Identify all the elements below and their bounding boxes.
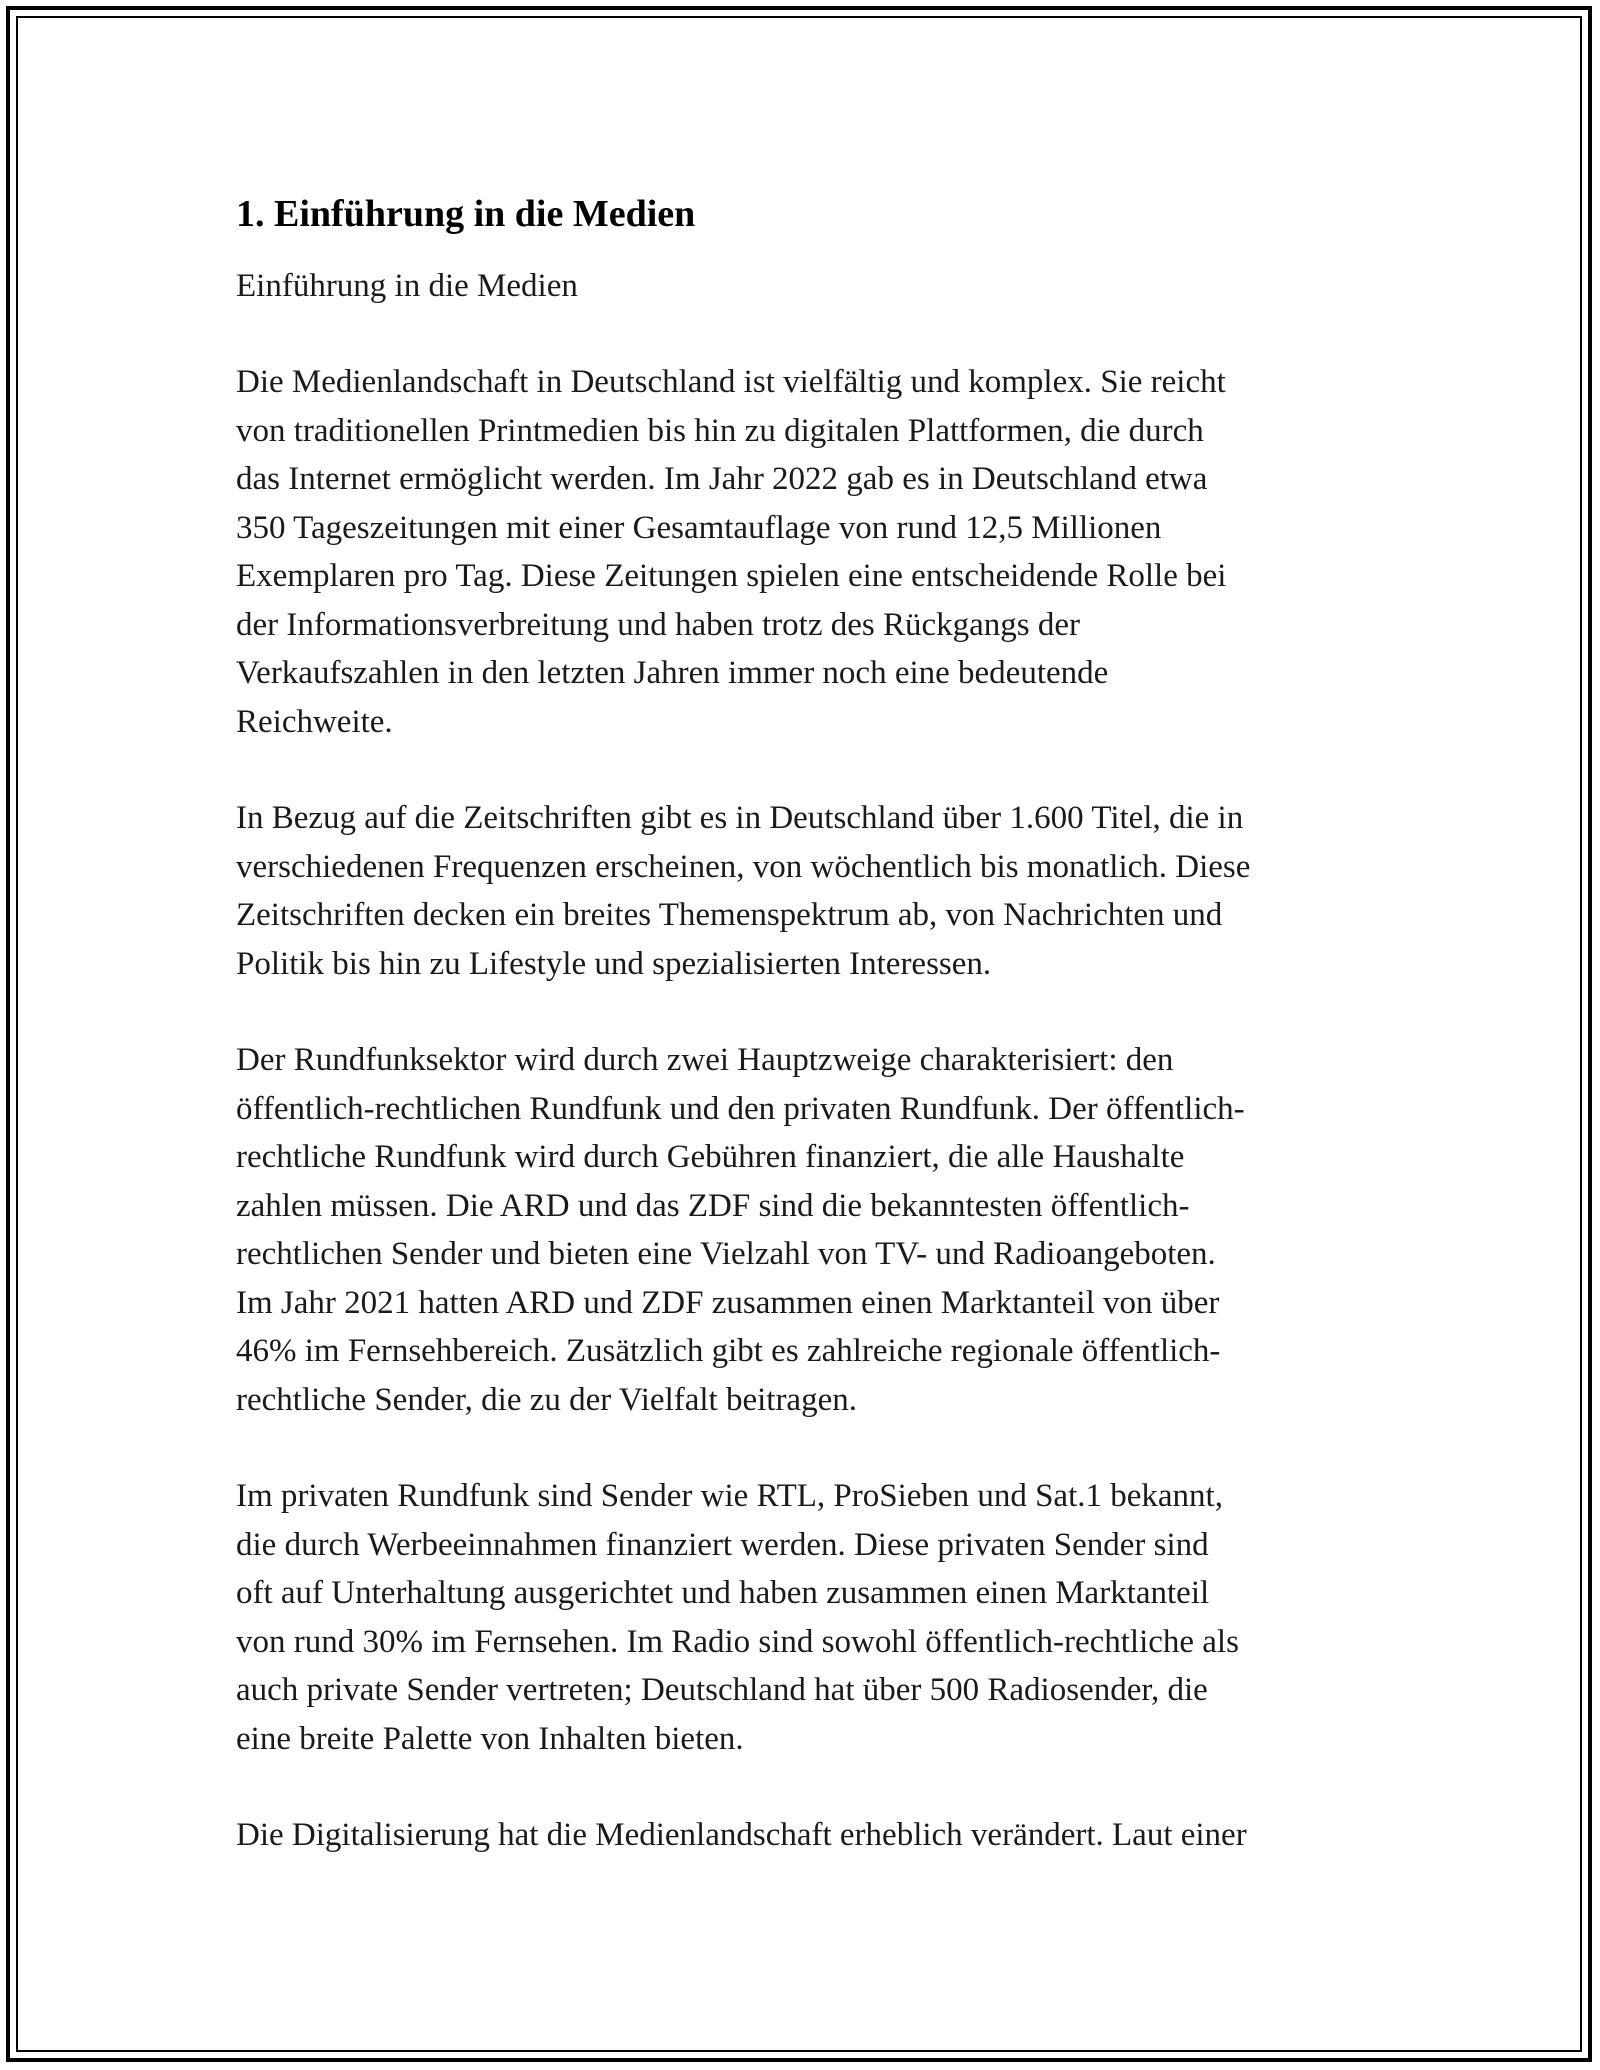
paragraph-line: rechtliche Rundfunk wird durch Gebühren finanziert, die alle Haushalte — [236, 1139, 1185, 1175]
paragraph-line: 350 Tageszeitungen mit einer Gesamtauflage von rund 12,5 Millionen — [236, 509, 1162, 546]
paragraph-line: von rund 30% im Fernsehen. Im Radio sind sowohl öffentlich-rechtliche als — [236, 1623, 1239, 1660]
paragraph-line: zahlen müssen. Die ARD und das ZDF sind die bekanntesten öffentlich- — [236, 1187, 1190, 1224]
paragraph-line: rechtliche Sender, die zu der Vielfalt beitragen. — [236, 1381, 857, 1418]
paragraph-line: In Bezug auf die Zeitschriften gibt es in Deutschland über 1.600 Titel, die in — [236, 800, 1244, 836]
paragraph-line: Im Jahr 2021 hatten ARD und ZDF zusammen einen Marktanteil von über — [236, 1284, 1220, 1321]
paragraph-line: rechtlichen Sender und bieten eine Vielzahl von TV- und Radioangeboten. — [236, 1236, 1216, 1272]
paragraph-line: Die Digitalisierung hat die Medienlandschaft erheblich verändert. Laut einer — [236, 1817, 1247, 1853]
paragraph-line: Im privaten Rundfunk sind Sender wie RTL, ProSieben und Sat.1 bekannt, — [236, 1478, 1223, 1514]
paragraph-line: verschiedenen Frequenzen erscheinen, von wöchentlich bis monatlich. Diese — [236, 848, 1251, 885]
paragraph-line: Verkaufszahlen in den letzten Jahren immer noch eine bedeutende — [236, 655, 1109, 691]
paragraph — [236, 1811, 1356, 1860]
paragraph-line: der Informationsverbreitung und haben trotz des Rückgangs der — [236, 606, 1080, 643]
paragraph-list — [236, 358, 1356, 1860]
paragraph-line: Politik bis hin zu Lifestyle und spezialisierten Interessen. — [236, 945, 992, 982]
paragraph-line: Der Rundfunksektor wird durch zwei Hauptzweige charakterisiert: den — [236, 1042, 1174, 1078]
paragraph — [236, 794, 1356, 988]
paragraph — [236, 1472, 1356, 1763]
paragraph-line: Reichweite. — [236, 703, 393, 740]
section-subtitle: Einführung in die Medien — [236, 268, 578, 304]
paragraph-line: Exemplaren pro Tag. Diese Zeitungen spielen eine entscheidende Rolle bei — [236, 558, 1227, 594]
paragraph — [236, 358, 1356, 746]
paragraph-line: oft auf Unterhaltung ausgerichtet und haben zusammen einen Marktanteil — [236, 1575, 1210, 1611]
paragraph-line: die durch Werbeeinnahmen finanziert werden. Diese privaten Sender sind — [236, 1526, 1209, 1563]
paragraph-line: auch private Sender vertreten; Deutschland hat über 500 Radiosender, die — [236, 1672, 1208, 1708]
paragraph-line: das Internet ermöglicht werden. Im Jahr 2022 gab es in Deutschland etwa — [236, 461, 1208, 497]
paragraph-line: Die Medienlandschaft in Deutschland ist vielfältig und komplex. Sie reicht — [236, 364, 1226, 400]
document-body — [236, 186, 1356, 1860]
paragraph — [236, 1036, 1356, 1424]
paragraph-line: eine breite Palette von Inhalten bieten. — [236, 1720, 744, 1757]
paragraph-line: öffentlich-rechtlichen Rundfunk und den privaten Rundfunk. Der öffentlich- — [236, 1090, 1245, 1127]
section-heading: 1. Einführung in die Medien — [236, 193, 696, 235]
paragraph-line: Zeitschriften decken ein breites Themenspektrum ab, von Nachrichten und — [236, 897, 1223, 933]
paragraph-line: 46% im Fernsehbereich. Zusätzlich gibt es zahlreiche regionale öffentlich- — [236, 1333, 1221, 1369]
paragraph-line: von traditionellen Printmedien bis hin zu digitalen Plattformen, die durch — [236, 412, 1204, 449]
